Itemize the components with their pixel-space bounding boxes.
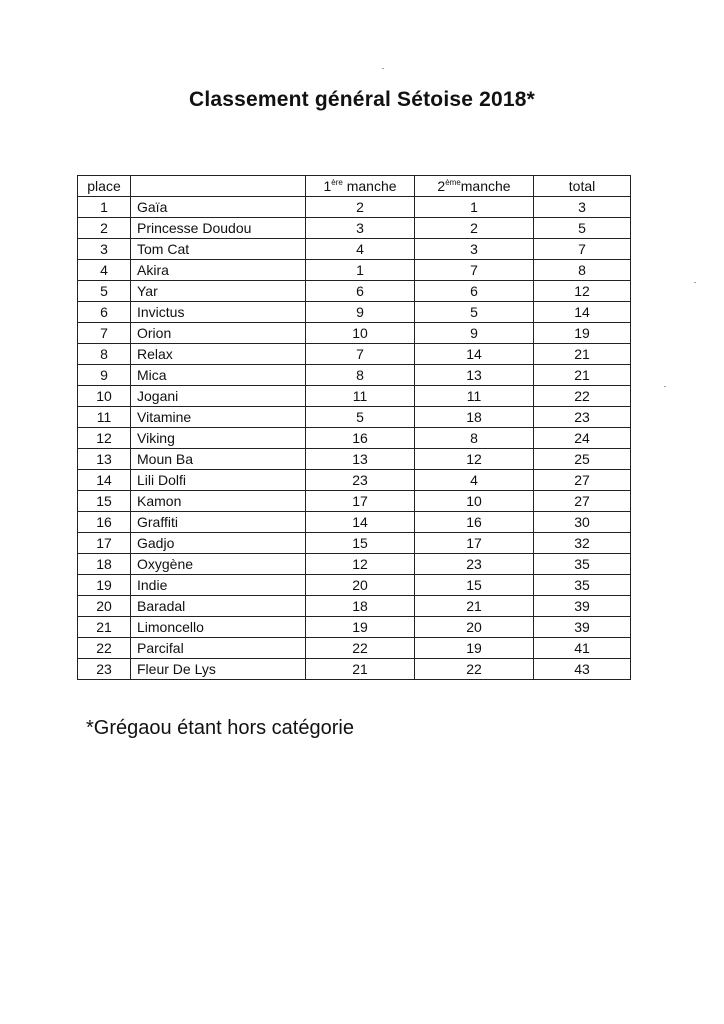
total-cell: 23 xyxy=(534,407,631,428)
header-round-1-word: manche xyxy=(342,178,397,194)
name-cell: Gaïa xyxy=(131,197,306,218)
round-2-cell: 8 xyxy=(415,428,534,449)
round-2-cell: 2 xyxy=(415,218,534,239)
round-2-cell: 4 xyxy=(415,470,534,491)
name-cell: Limoncello xyxy=(131,617,306,638)
name-cell: Kamon xyxy=(131,491,306,512)
name-cell: Tom Cat xyxy=(131,239,306,260)
round-1-cell: 4 xyxy=(306,239,415,260)
table-row xyxy=(78,512,631,533)
name-cell: Gadjo xyxy=(131,533,306,554)
header-round-1-suffix: ère xyxy=(331,178,343,187)
place-cell: 14 xyxy=(78,470,131,491)
round-2-cell: 11 xyxy=(415,386,534,407)
round-2-cell: 12 xyxy=(415,449,534,470)
total-cell: 24 xyxy=(534,428,631,449)
name-cell: Oxygène xyxy=(131,554,306,575)
total-cell: 35 xyxy=(534,575,631,596)
table-row xyxy=(78,260,631,281)
name-cell: Graffiti xyxy=(131,512,306,533)
table-row xyxy=(78,365,631,386)
round-1-cell: 19 xyxy=(306,617,415,638)
total-cell: 19 xyxy=(534,323,631,344)
round-1-cell: 18 xyxy=(306,596,415,617)
name-cell: Viking xyxy=(131,428,306,449)
round-1-cell: 8 xyxy=(306,365,415,386)
place-cell: 23 xyxy=(78,659,131,680)
round-2-cell: 5 xyxy=(415,302,534,323)
round-2-cell: 14 xyxy=(415,344,534,365)
table-row xyxy=(78,554,631,575)
round-2-cell: 22 xyxy=(415,659,534,680)
table-row xyxy=(78,617,631,638)
round-1-cell: 12 xyxy=(306,554,415,575)
round-2-cell: 21 xyxy=(415,596,534,617)
place-cell: 6 xyxy=(78,302,131,323)
name-cell: Yar xyxy=(131,281,306,302)
round-1-cell: 22 xyxy=(306,638,415,659)
round-1-cell: 9 xyxy=(306,302,415,323)
total-cell: 32 xyxy=(534,533,631,554)
name-cell: Moun Ba xyxy=(131,449,306,470)
table-row xyxy=(78,470,631,491)
place-cell: 20 xyxy=(78,596,131,617)
table-row xyxy=(78,323,631,344)
page-title: Classement général Sétoise 2018* xyxy=(188,88,536,111)
table-row xyxy=(78,218,631,239)
header-round-2-word: manche xyxy=(460,178,511,194)
header-total: total xyxy=(534,176,631,197)
round-1-cell: 23 xyxy=(306,470,415,491)
total-cell: 39 xyxy=(534,596,631,617)
place-cell: 13 xyxy=(78,449,131,470)
place-cell: 19 xyxy=(78,575,131,596)
table-row xyxy=(78,533,631,554)
round-2-cell: 16 xyxy=(415,512,534,533)
header-round-1 xyxy=(306,176,415,197)
round-1-cell: 2 xyxy=(306,197,415,218)
table-row xyxy=(78,575,631,596)
round-1-cell: 1 xyxy=(306,260,415,281)
table-row xyxy=(78,407,631,428)
header-name xyxy=(131,176,306,197)
table-row xyxy=(78,239,631,260)
round-1-cell: 20 xyxy=(306,575,415,596)
total-cell: 27 xyxy=(534,470,631,491)
round-2-cell: 18 xyxy=(415,407,534,428)
round-1-cell: 17 xyxy=(306,491,415,512)
scan-speck xyxy=(664,386,666,387)
place-cell: 17 xyxy=(78,533,131,554)
name-cell: Mica xyxy=(131,365,306,386)
round-2-cell: 10 xyxy=(415,491,534,512)
total-cell: 5 xyxy=(534,218,631,239)
table-body xyxy=(78,197,631,680)
name-cell: Indie xyxy=(131,575,306,596)
name-cell: Invictus xyxy=(131,302,306,323)
round-1-cell: 14 xyxy=(306,512,415,533)
total-cell: 30 xyxy=(534,512,631,533)
place-cell: 10 xyxy=(78,386,131,407)
round-1-cell: 13 xyxy=(306,449,415,470)
name-cell: Lili Dolfi xyxy=(131,470,306,491)
table-row xyxy=(78,281,631,302)
round-1-cell: 21 xyxy=(306,659,415,680)
name-cell: Orion xyxy=(131,323,306,344)
place-cell: 9 xyxy=(78,365,131,386)
ranking-table xyxy=(77,175,631,680)
header-place: place xyxy=(78,176,131,197)
place-cell: 8 xyxy=(78,344,131,365)
place-cell: 15 xyxy=(78,491,131,512)
round-1-cell: 5 xyxy=(306,407,415,428)
header-round-1-number: 1 xyxy=(323,178,332,194)
footnote: *Grégaou étant hors catégorie xyxy=(86,717,354,739)
header-round-2-suffix: ème xyxy=(445,178,461,187)
total-cell: 22 xyxy=(534,386,631,407)
table-row xyxy=(78,197,631,218)
round-1-cell: 11 xyxy=(306,386,415,407)
round-1-cell: 6 xyxy=(306,281,415,302)
round-2-cell: 9 xyxy=(415,323,534,344)
round-2-cell: 23 xyxy=(415,554,534,575)
round-2-cell: 7 xyxy=(415,260,534,281)
total-cell: 3 xyxy=(534,197,631,218)
table-row xyxy=(78,302,631,323)
place-cell: 22 xyxy=(78,638,131,659)
table-row xyxy=(78,638,631,659)
place-cell: 16 xyxy=(78,512,131,533)
total-cell: 12 xyxy=(534,281,631,302)
place-cell: 18 xyxy=(78,554,131,575)
name-cell: Vitamine xyxy=(131,407,306,428)
header-round-2-number: 2 xyxy=(437,178,446,194)
round-2-cell: 6 xyxy=(415,281,534,302)
name-cell: Jogani xyxy=(131,386,306,407)
total-cell: 39 xyxy=(534,617,631,638)
place-cell: 5 xyxy=(78,281,131,302)
table-row xyxy=(78,491,631,512)
round-1-cell: 16 xyxy=(306,428,415,449)
round-2-cell: 1 xyxy=(415,197,534,218)
place-cell: 4 xyxy=(78,260,131,281)
name-cell: Relax xyxy=(131,344,306,365)
total-cell: 25 xyxy=(534,449,631,470)
round-1-cell: 15 xyxy=(306,533,415,554)
name-cell: Akira xyxy=(131,260,306,281)
name-cell: Princesse Doudou xyxy=(131,218,306,239)
table-row xyxy=(78,449,631,470)
round-2-cell: 17 xyxy=(415,533,534,554)
round-1-cell: 3 xyxy=(306,218,415,239)
place-cell: 3 xyxy=(78,239,131,260)
total-cell: 27 xyxy=(534,491,631,512)
round-2-cell: 13 xyxy=(415,365,534,386)
place-cell: 12 xyxy=(78,428,131,449)
place-cell: 21 xyxy=(78,617,131,638)
round-2-cell: 15 xyxy=(415,575,534,596)
total-cell: 14 xyxy=(534,302,631,323)
place-cell: 11 xyxy=(78,407,131,428)
scan-speck xyxy=(694,282,696,283)
table-row xyxy=(78,428,631,449)
total-cell: 8 xyxy=(534,260,631,281)
total-cell: 7 xyxy=(534,239,631,260)
total-cell: 35 xyxy=(534,554,631,575)
table-row xyxy=(78,386,631,407)
round-2-cell: 19 xyxy=(415,638,534,659)
total-cell: 21 xyxy=(534,365,631,386)
name-cell: Fleur De Lys xyxy=(131,659,306,680)
scan-speck xyxy=(382,68,384,69)
round-1-cell: 10 xyxy=(306,323,415,344)
name-cell: Baradal xyxy=(131,596,306,617)
table-row xyxy=(78,659,631,680)
table-row xyxy=(78,344,631,365)
total-cell: 21 xyxy=(534,344,631,365)
round-1-cell: 7 xyxy=(306,344,415,365)
table-header-row xyxy=(78,176,631,197)
total-cell: 43 xyxy=(534,659,631,680)
place-cell: 7 xyxy=(78,323,131,344)
round-2-cell: 20 xyxy=(415,617,534,638)
place-cell: 1 xyxy=(78,197,131,218)
name-cell: Parcifal xyxy=(131,638,306,659)
place-cell: 2 xyxy=(78,218,131,239)
header-round-2 xyxy=(415,176,534,197)
total-cell: 41 xyxy=(534,638,631,659)
table-row xyxy=(78,596,631,617)
round-2-cell: 3 xyxy=(415,239,534,260)
